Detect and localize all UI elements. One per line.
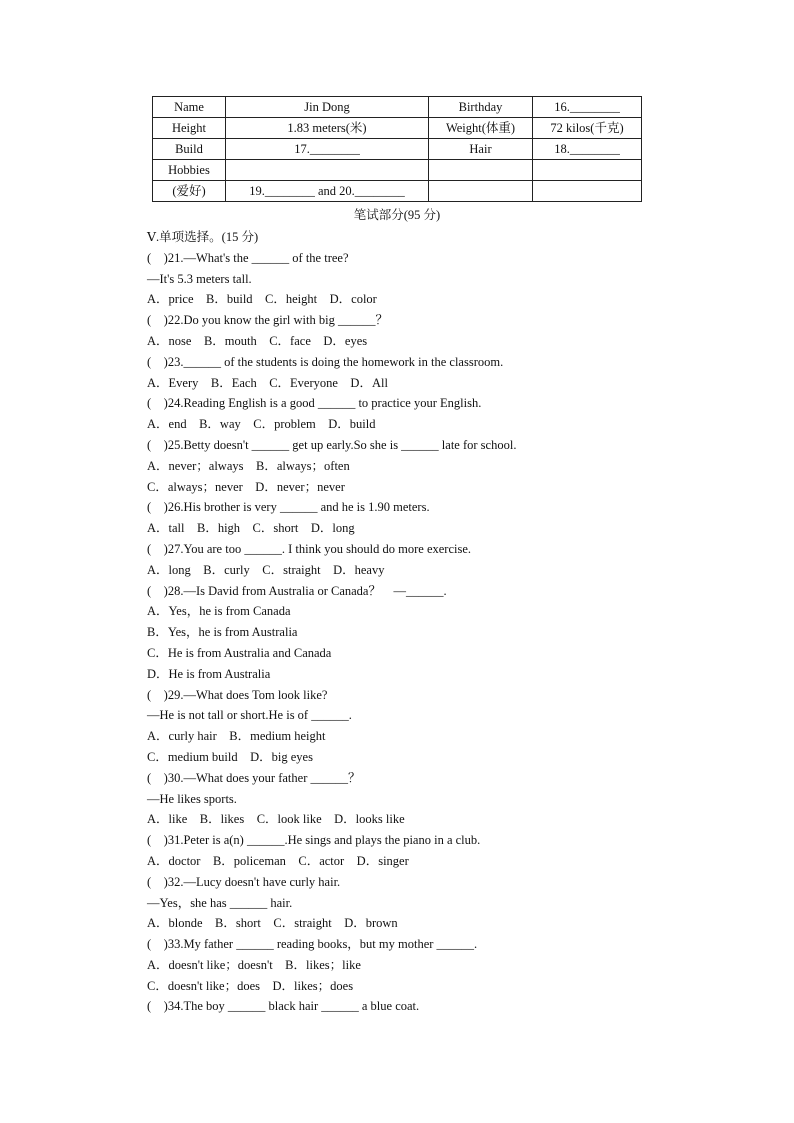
table-cell: 72 kilos(千克) — [533, 118, 642, 139]
table-cell — [429, 160, 533, 181]
question-line: C．He is from Australia and Canada — [147, 645, 332, 660]
question-line: C．medium build D．big eyes — [147, 749, 313, 764]
table-cell: Birthday — [429, 97, 533, 118]
question-line: A．doesn't like；doesn't B．likes；like — [147, 957, 361, 972]
question-line: C．doesn't like；does D．likes；does — [147, 978, 354, 993]
table-cell: Build — [153, 139, 226, 160]
question-line: A．doctor B．policeman C．actor D．singer — [147, 853, 409, 868]
question-line: ( )24.Reading English is a good ______ to practice your English. — [147, 396, 482, 411]
question-line: A．end B．way C．problem D．build — [147, 417, 376, 432]
question-line: ( )23.______ of the students is doing the homework in the classroom. — [147, 354, 504, 369]
section-heading: Ⅴ.单项选择。(15 分) — [147, 230, 259, 244]
table-cell: 18.________ — [533, 139, 642, 160]
table-row — [153, 160, 642, 181]
question-line: ( )29.—What does Tom look like? — [147, 687, 328, 702]
question-line: A．Yes，he is from Canada — [147, 604, 291, 619]
question-line: ( )30.—What does your father ______？ — [147, 770, 361, 785]
question-list — [147, 227, 707, 1017]
question-line: A．nose B．mouth C．face D．eyes — [147, 333, 368, 348]
question-line: ( )22.Do you know the girl with big ______？ — [147, 313, 388, 328]
question-line: ( )27.You are too ______. I think you should do more exercise. — [147, 541, 472, 556]
question-line: A．like B．likes C．look like D．looks like — [147, 812, 405, 827]
question-line: —It's 5.3 meters tall. — [147, 271, 252, 286]
table-cell: Height — [153, 118, 226, 139]
student-info-table — [152, 96, 642, 202]
question-line: ( )25.Betty doesn't ______ get up early.So she is ______ late for school. — [147, 437, 517, 452]
table-cell: 1.83 meters(米) — [226, 118, 429, 139]
question-line: A．long B．curly C．straight D．heavy — [147, 562, 385, 577]
question-line: —He is not tall or short.He is of ______. — [147, 708, 352, 723]
table-cell — [226, 160, 429, 181]
table-cell: Weight(体重) — [429, 118, 533, 139]
table-row — [153, 97, 642, 118]
table-cell: 16.________ — [533, 97, 642, 118]
question-line: A．blonde B．short C．straight D．brown — [147, 916, 398, 931]
question-line: B．Yes，he is from Australia — [147, 625, 298, 640]
table-cell — [429, 181, 533, 202]
table-cell — [533, 181, 642, 202]
table-cell: 17.________ — [226, 139, 429, 160]
table-cell: Name — [153, 97, 226, 118]
question-line: A．Every B．Each C．Everyone D．All — [147, 375, 388, 390]
question-line: ( )33.My father ______ reading books，but my mother ______. — [147, 937, 478, 952]
question-line: ( )31.Peter is a(n) ______.He sings and plays the piano in a club. — [147, 833, 481, 848]
table-row — [153, 139, 642, 160]
question-line: ( )34.The boy ______ black hair ______ a blue coat. — [147, 999, 420, 1014]
question-line: ( )26.His brother is very ______ and he is 1.90 meters. — [147, 500, 430, 515]
table-cell: 19.________ and 20.________ — [226, 181, 429, 202]
question-line: A．curly hair B．medium height — [147, 729, 326, 744]
question-line: D．He is from Australia — [147, 666, 271, 681]
table-row — [153, 118, 642, 139]
table-cell: Hobbies — [153, 160, 226, 181]
table-row — [153, 181, 642, 202]
question-line: ( )32.—Lucy doesn't have curly hair. — [147, 874, 341, 889]
table-cell: Hair — [429, 139, 533, 160]
question-line: C．always；never D．never；never — [147, 479, 345, 494]
question-line: —Yes，she has ______ hair. — [147, 895, 293, 910]
written-part-title: 笔试部分(95 分) — [353, 208, 441, 222]
question-line: ( )21.—What's the ______ of the tree? — [147, 250, 349, 265]
question-line: ( )28.—Is David from Australia or Canada？ —______. — [147, 583, 447, 598]
question-line: A．tall B．high C．short D．long — [147, 521, 355, 536]
table-cell: Jin Dong — [226, 97, 429, 118]
table-cell — [533, 160, 642, 181]
question-line: A．never；always B．always；often — [147, 458, 350, 473]
question-line: —He likes sports. — [147, 791, 237, 806]
table-cell: (爱好) — [153, 181, 226, 202]
question-line: A．price B．build C．height D．color — [147, 292, 377, 307]
